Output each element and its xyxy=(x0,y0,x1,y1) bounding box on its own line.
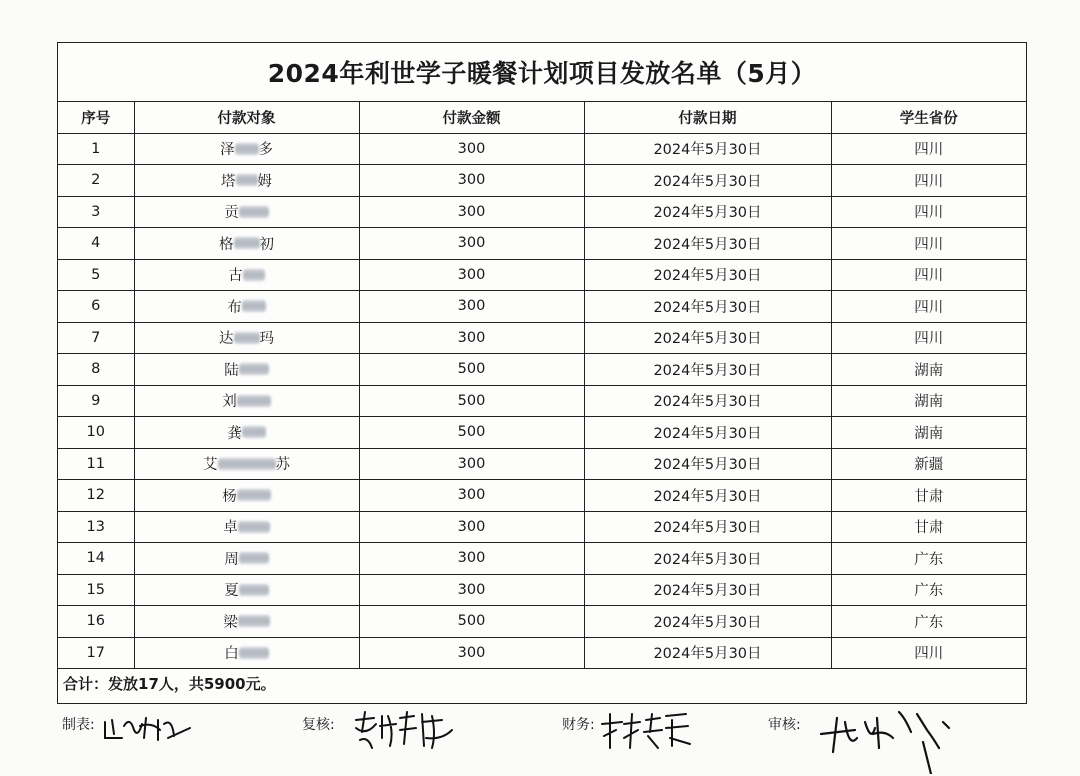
finance-signature xyxy=(600,708,695,756)
row-province: 四川 xyxy=(831,228,1026,260)
row-province: 湖南 xyxy=(831,385,1026,417)
row-date: 2024年5月30日 xyxy=(584,543,831,575)
row-index: 6 xyxy=(58,291,134,323)
row-payee xyxy=(134,511,359,543)
table-row xyxy=(58,543,1026,575)
redaction-mask xyxy=(236,174,258,186)
row-province: 广东 xyxy=(831,574,1026,606)
row-payee xyxy=(134,228,359,260)
payee-name-last: 姆 xyxy=(257,173,272,190)
row-index: 7 xyxy=(58,322,134,354)
payee-name xyxy=(222,390,271,411)
row-province: 新疆 xyxy=(831,448,1026,480)
payee-name-first: 龚 xyxy=(227,425,242,442)
row-date: 2024年5月30日 xyxy=(584,228,831,260)
payee-name xyxy=(224,201,269,222)
auditor-signature xyxy=(815,708,965,774)
row-province: 四川 xyxy=(831,133,1026,165)
payee-name xyxy=(221,170,272,191)
row-province: 四川 xyxy=(831,196,1026,228)
row-province: 四川 xyxy=(831,165,1026,197)
redaction-mask xyxy=(243,269,265,281)
redaction-mask xyxy=(239,206,269,218)
payee-name xyxy=(223,611,270,632)
payee-name xyxy=(224,548,269,569)
payment-list-document xyxy=(57,42,1027,704)
payee-name-last: 多 xyxy=(258,142,273,159)
reviewer-label: 复核: xyxy=(302,717,335,733)
row-amount: 300 xyxy=(359,196,584,228)
row-payee xyxy=(134,574,359,606)
row-amount: 300 xyxy=(359,133,584,165)
row-payee xyxy=(134,165,359,197)
redaction-mask xyxy=(239,363,269,375)
table-header-row xyxy=(58,102,1026,133)
row-date: 2024年5月30日 xyxy=(584,385,831,417)
table-row xyxy=(58,511,1026,543)
finance-label: 财务: xyxy=(562,717,595,733)
row-amount: 300 xyxy=(359,574,584,606)
row-province: 四川 xyxy=(831,291,1026,323)
preparer-label: 制表: xyxy=(62,717,95,733)
table-row xyxy=(58,196,1026,228)
row-date: 2024年5月30日 xyxy=(584,606,831,638)
row-date: 2024年5月30日 xyxy=(584,448,831,480)
payee-name-first: 卓 xyxy=(223,520,238,537)
row-payee xyxy=(134,637,359,669)
table-row xyxy=(58,574,1026,606)
payee-name-last: 玛 xyxy=(259,331,274,348)
redaction-mask xyxy=(239,647,269,659)
payee-name-first: 夏 xyxy=(224,583,239,600)
payee-name-first: 达 xyxy=(219,331,234,348)
row-date: 2024年5月30日 xyxy=(584,354,831,386)
payee-name-first: 布 xyxy=(227,299,242,316)
payee-name xyxy=(223,516,270,537)
table-row xyxy=(58,385,1026,417)
reviewer-signature xyxy=(352,708,462,756)
redaction-mask xyxy=(237,489,271,501)
row-index: 9 xyxy=(58,385,134,417)
row-province: 湖南 xyxy=(831,354,1026,386)
row-amount: 300 xyxy=(359,511,584,543)
row-amount: 500 xyxy=(359,417,584,449)
row-date: 2024年5月30日 xyxy=(584,417,831,449)
finance-signature-scribble xyxy=(600,708,695,756)
row-amount: 300 xyxy=(359,259,584,291)
row-province: 广东 xyxy=(831,606,1026,638)
payee-name-first: 贡 xyxy=(224,205,239,222)
table-body xyxy=(58,133,1026,669)
payee-name xyxy=(203,453,290,474)
auditor-signature-scribble xyxy=(815,708,965,774)
table-row xyxy=(58,637,1026,669)
header-amount: 付款金额 xyxy=(359,102,584,133)
payee-name-first: 艾 xyxy=(203,457,218,474)
redaction-mask xyxy=(239,584,269,596)
header-date: 付款日期 xyxy=(584,102,831,133)
row-date: 2024年5月30日 xyxy=(584,133,831,165)
row-payee xyxy=(134,385,359,417)
preparer-signature-scribble xyxy=(102,708,197,748)
row-index: 2 xyxy=(58,165,134,197)
header-payee: 付款对象 xyxy=(134,102,359,133)
row-province: 四川 xyxy=(831,322,1026,354)
redaction-mask xyxy=(242,300,266,312)
row-index: 8 xyxy=(58,354,134,386)
payee-name xyxy=(224,579,269,600)
payee-name xyxy=(219,233,274,254)
redaction-mask xyxy=(234,237,260,249)
row-amount: 300 xyxy=(359,165,584,197)
payee-name-first: 梁 xyxy=(223,614,238,631)
row-payee xyxy=(134,543,359,575)
payee-name-first: 刘 xyxy=(222,394,237,411)
payee-name-first: 杨 xyxy=(222,488,237,505)
row-amount: 300 xyxy=(359,637,584,669)
row-index: 14 xyxy=(58,543,134,575)
row-index: 12 xyxy=(58,480,134,512)
payee-name-first: 塔 xyxy=(221,173,236,190)
row-payee xyxy=(134,322,359,354)
redaction-mask xyxy=(238,521,270,533)
payee-name xyxy=(224,359,269,380)
row-index: 4 xyxy=(58,228,134,260)
preparer-signature xyxy=(102,708,197,748)
row-index: 5 xyxy=(58,259,134,291)
row-payee xyxy=(134,259,359,291)
payee-name-first: 泽 xyxy=(220,142,235,159)
row-date: 2024年5月30日 xyxy=(584,322,831,354)
row-amount: 300 xyxy=(359,480,584,512)
redaction-mask xyxy=(242,426,266,438)
payee-name-first: 古 xyxy=(228,268,243,285)
row-payee xyxy=(134,448,359,480)
row-amount: 300 xyxy=(359,228,584,260)
row-date: 2024年5月30日 xyxy=(584,637,831,669)
table-row xyxy=(58,606,1026,638)
payee-name-first: 格 xyxy=(219,236,234,253)
payee-name xyxy=(220,138,273,159)
table-row xyxy=(58,165,1026,197)
row-payee xyxy=(134,291,359,323)
payee-name xyxy=(228,264,265,285)
row-province: 甘肃 xyxy=(831,480,1026,512)
redaction-mask xyxy=(235,143,259,155)
row-payee xyxy=(134,133,359,165)
row-province: 湖南 xyxy=(831,417,1026,449)
row-payee xyxy=(134,417,359,449)
row-amount: 300 xyxy=(359,322,584,354)
signature-row xyxy=(0,708,1080,776)
auditor-label: 审核: xyxy=(768,717,801,733)
row-amount: 500 xyxy=(359,606,584,638)
table-row xyxy=(58,259,1026,291)
row-date: 2024年5月30日 xyxy=(584,196,831,228)
row-payee xyxy=(134,354,359,386)
table-row xyxy=(58,291,1026,323)
total-summary: 合计：发放17人，共5900元。 xyxy=(63,675,276,693)
header-province: 学生省份 xyxy=(831,102,1026,133)
row-payee xyxy=(134,606,359,638)
row-date: 2024年5月30日 xyxy=(584,511,831,543)
payee-name xyxy=(227,296,266,317)
table-row xyxy=(58,354,1026,386)
redaction-mask xyxy=(234,332,260,344)
row-index: 10 xyxy=(58,417,134,449)
table-row xyxy=(58,448,1026,480)
row-date: 2024年5月30日 xyxy=(584,259,831,291)
redaction-mask xyxy=(239,552,269,564)
row-province: 四川 xyxy=(831,259,1026,291)
payee-name xyxy=(222,485,271,506)
row-province: 甘肃 xyxy=(831,511,1026,543)
document-title: 2024年利世学子暖餐计划项目发放名单（5月） xyxy=(58,43,1026,102)
payee-name-last: 初 xyxy=(259,236,274,253)
row-date: 2024年5月30日 xyxy=(584,480,831,512)
row-amount: 300 xyxy=(359,291,584,323)
payee-name-first: 周 xyxy=(224,551,239,568)
row-payee xyxy=(134,196,359,228)
payment-table xyxy=(58,102,1026,669)
redaction-mask xyxy=(238,615,270,627)
row-index: 17 xyxy=(58,637,134,669)
row-index: 15 xyxy=(58,574,134,606)
row-index: 1 xyxy=(58,133,134,165)
table-row xyxy=(58,228,1026,260)
row-date: 2024年5月30日 xyxy=(584,165,831,197)
row-amount: 500 xyxy=(359,354,584,386)
row-index: 16 xyxy=(58,606,134,638)
table-row xyxy=(58,417,1026,449)
row-province: 广东 xyxy=(831,543,1026,575)
row-province: 四川 xyxy=(831,637,1026,669)
payee-name-last: 苏 xyxy=(275,457,290,474)
table-row xyxy=(58,480,1026,512)
reviewer-signature-scribble xyxy=(352,708,462,756)
redaction-mask xyxy=(218,458,276,470)
row-payee xyxy=(134,480,359,512)
row-amount: 300 xyxy=(359,543,584,575)
payee-name xyxy=(219,327,274,348)
row-date: 2024年5月30日 xyxy=(584,574,831,606)
row-index: 3 xyxy=(58,196,134,228)
payee-name xyxy=(227,422,266,443)
row-date: 2024年5月30日 xyxy=(584,291,831,323)
header-index: 序号 xyxy=(58,102,134,133)
row-amount: 500 xyxy=(359,385,584,417)
redaction-mask xyxy=(237,395,271,407)
row-amount: 300 xyxy=(359,448,584,480)
payee-name-first: 陆 xyxy=(224,362,239,379)
payee-name xyxy=(224,642,269,663)
table-row xyxy=(58,133,1026,165)
row-index: 13 xyxy=(58,511,134,543)
row-index: 11 xyxy=(58,448,134,480)
table-row xyxy=(58,322,1026,354)
payee-name-first: 白 xyxy=(224,646,239,663)
